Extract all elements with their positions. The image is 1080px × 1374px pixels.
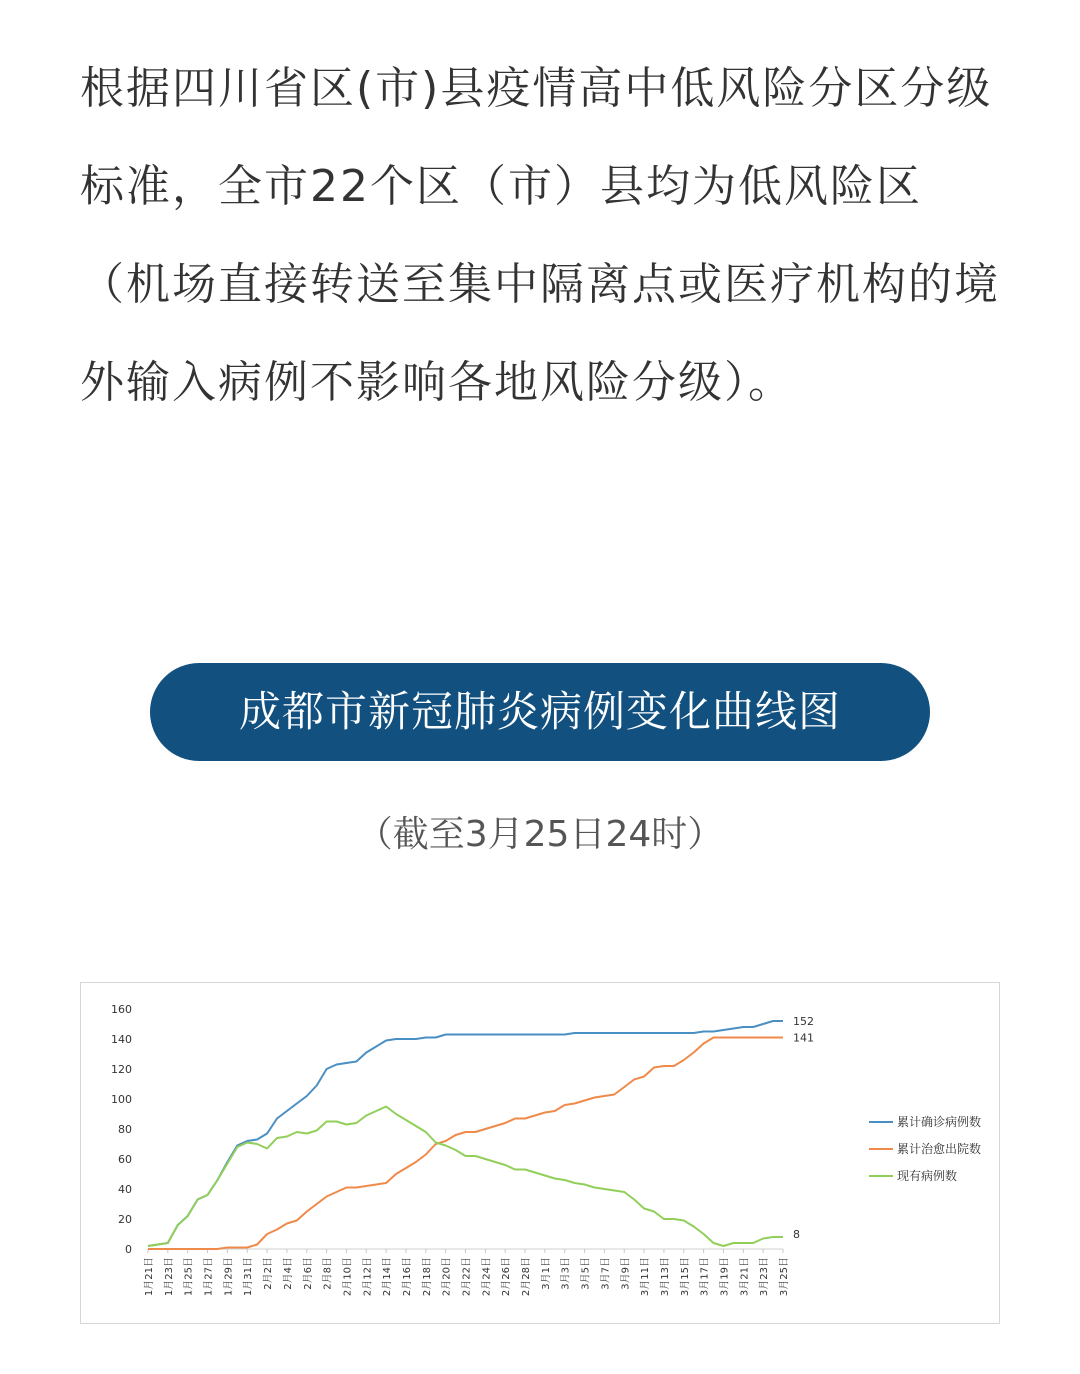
x-tick-label: 3月7日 — [600, 1257, 612, 1290]
x-tick-label: 3月5日 — [580, 1257, 592, 1290]
x-tick-label: 2月28日 — [521, 1257, 533, 1297]
y-tick-label: 40 — [118, 1183, 132, 1196]
x-tick-label: 2月12日 — [362, 1257, 374, 1297]
section-subtitle: （截至3月25日24时） — [356, 814, 724, 855]
x-tick-label: 3月3日 — [560, 1257, 572, 1290]
legend-label: 累计确诊病例数 — [897, 1115, 982, 1129]
x-tick-label: 2月8日 — [322, 1257, 334, 1290]
series-end-label: 8 — [793, 1228, 800, 1241]
x-tick-label: 3月15日 — [679, 1257, 691, 1297]
line-chart — [81, 983, 999, 1323]
legend-label: 现有病例数 — [897, 1169, 958, 1183]
x-tick-label: 1月23日 — [163, 1257, 175, 1297]
y-tick-label: 60 — [118, 1153, 132, 1166]
x-tick-label: 2月2日 — [263, 1257, 275, 1290]
y-tick-label: 0 — [125, 1243, 132, 1256]
legend-label: 累计治愈出院数 — [897, 1142, 982, 1156]
x-tick-label: 3月23日 — [759, 1257, 771, 1297]
x-tick-label: 2月24日 — [481, 1257, 493, 1297]
y-tick-label: 20 — [118, 1213, 132, 1226]
y-tick-label: 120 — [111, 1063, 132, 1076]
x-tick-label: 2月14日 — [382, 1257, 394, 1297]
y-tick-label: 160 — [111, 1003, 132, 1016]
article-paragraph: 根据四川省区(市)县疫情高中低风险分区分级标准，全市22个区（市）县均为低风险区（机场直接转送至集中隔离点或医疗机构的境外输入病例不影响各地风险分级）。 — [80, 63, 1000, 408]
x-tick-label: 1月29日 — [223, 1257, 235, 1297]
y-axis — [111, 1003, 132, 1256]
series-end-label: 141 — [793, 1031, 814, 1045]
x-axis — [143, 1249, 790, 1296]
x-tick-label: 3月21日 — [739, 1257, 751, 1297]
x-tick-label: 3月17日 — [699, 1257, 711, 1297]
chart-legend — [869, 1114, 981, 1183]
x-tick-label: 3月25日 — [779, 1257, 790, 1297]
x-tick-label: 2月26日 — [501, 1257, 513, 1297]
section-title-banner: 成都市新冠肺炎病例变化曲线图 — [150, 663, 930, 761]
x-tick-label: 2月16日 — [401, 1257, 413, 1297]
x-tick-label: 2月4日 — [282, 1257, 294, 1290]
x-tick-label: 2月22日 — [461, 1257, 473, 1297]
y-tick-label: 80 — [118, 1123, 132, 1136]
x-tick-label: 2月6日 — [302, 1257, 314, 1290]
x-tick-label: 1月25日 — [183, 1257, 195, 1297]
x-tick-label: 1月31日 — [243, 1257, 255, 1297]
series-end-label: 152 — [793, 1015, 814, 1028]
x-tick-label: 2月20日 — [441, 1257, 453, 1297]
x-tick-label: 3月9日 — [620, 1257, 632, 1290]
series-layer — [148, 1015, 814, 1249]
x-tick-label: 3月19日 — [719, 1257, 731, 1297]
x-tick-label: 3月11日 — [640, 1257, 652, 1297]
series-line — [148, 1021, 783, 1246]
x-tick-label: 1月21日 — [144, 1257, 155, 1297]
y-tick-label: 140 — [111, 1033, 132, 1046]
series-line — [148, 1107, 783, 1247]
x-tick-label: 3月1日 — [540, 1257, 552, 1290]
x-tick-label: 1月27日 — [203, 1257, 215, 1297]
y-tick-label: 100 — [111, 1093, 132, 1106]
x-tick-label: 3月13日 — [659, 1257, 671, 1297]
x-tick-label: 2月10日 — [342, 1257, 354, 1297]
x-tick-label: 2月18日 — [421, 1257, 433, 1297]
chart-frame — [80, 982, 1000, 1324]
